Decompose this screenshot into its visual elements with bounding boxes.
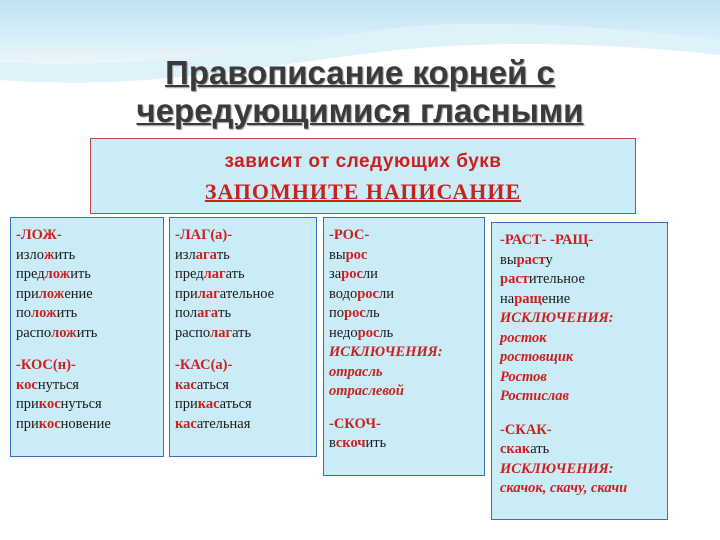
word: прикосновение	[16, 415, 111, 432]
banner-line-2: ЗАПОМНИТЕ НАПИСАНИЕ	[204, 179, 522, 204]
word: заросли	[329, 266, 378, 282]
word: прикасаться	[175, 396, 252, 412]
group-heading: -СКАК-	[500, 421, 552, 438]
word: предлагать	[175, 266, 245, 282]
exceptions-label: ИСКЛЮЧЕНИЯ:	[500, 460, 614, 477]
word: расположить	[16, 324, 98, 341]
group-heading: -ЛАГ(а)-	[175, 227, 233, 243]
group-heading: -СКОЧ-	[329, 415, 381, 432]
exception-word: Ростов	[500, 368, 547, 385]
title-line-1: Правописание корней с	[165, 54, 555, 91]
column-lozh-kos	[10, 217, 164, 457]
exception-word: скачок, скачу, скачи	[500, 480, 628, 496]
banner-line-1: зависит от следующих букв	[224, 151, 502, 172]
word: касательная	[175, 415, 251, 432]
word: вскочить	[329, 435, 387, 451]
group-heading: -РАСТ- -РАЩ-	[500, 232, 594, 248]
exception-word: росток	[500, 329, 547, 346]
page-title	[90, 54, 630, 130]
title-line-2: чередующимися гласными	[136, 92, 584, 129]
word: приложение	[16, 285, 93, 302]
column-ros-skoch	[323, 217, 485, 476]
word: недоросль	[329, 324, 394, 341]
word: наращение	[500, 290, 571, 307]
word: прилагательное	[175, 285, 275, 302]
word: изложить	[16, 246, 76, 263]
word: вырасту	[500, 251, 553, 268]
word: располагать	[175, 324, 252, 341]
group-heading: -КАС(а)-	[175, 357, 233, 373]
exceptions-label: ИСКЛЮЧЕНИЯ:	[329, 344, 443, 360]
word: скакать	[500, 441, 550, 457]
word: положить	[16, 305, 78, 321]
word: касаться	[175, 376, 229, 393]
group-heading: -КОС(н)-	[16, 357, 76, 373]
exception-word: ростовщик	[500, 349, 574, 365]
word: водоросли	[329, 285, 394, 302]
column-lag-kas	[169, 217, 317, 457]
group-heading: -ЛОЖ-	[16, 227, 62, 243]
word: вырос	[329, 246, 368, 263]
word: растительное	[500, 271, 585, 287]
exception-word: отрасль	[329, 363, 383, 380]
group-heading: -РОС-	[329, 227, 370, 243]
rule-banner	[90, 138, 636, 214]
exception-word: отраслевой	[329, 383, 404, 399]
column-rast-skak	[491, 222, 668, 520]
word: излагать	[175, 246, 230, 263]
exceptions-label: ИСКЛЮЧЕНИЯ:	[500, 310, 614, 326]
word: поросль	[329, 305, 380, 321]
word: предложить	[16, 266, 91, 282]
exception-word: Ростислав	[500, 388, 569, 404]
word: полагать	[175, 305, 232, 321]
word: прикоснуться	[16, 396, 102, 412]
word: коснуться	[16, 376, 79, 393]
